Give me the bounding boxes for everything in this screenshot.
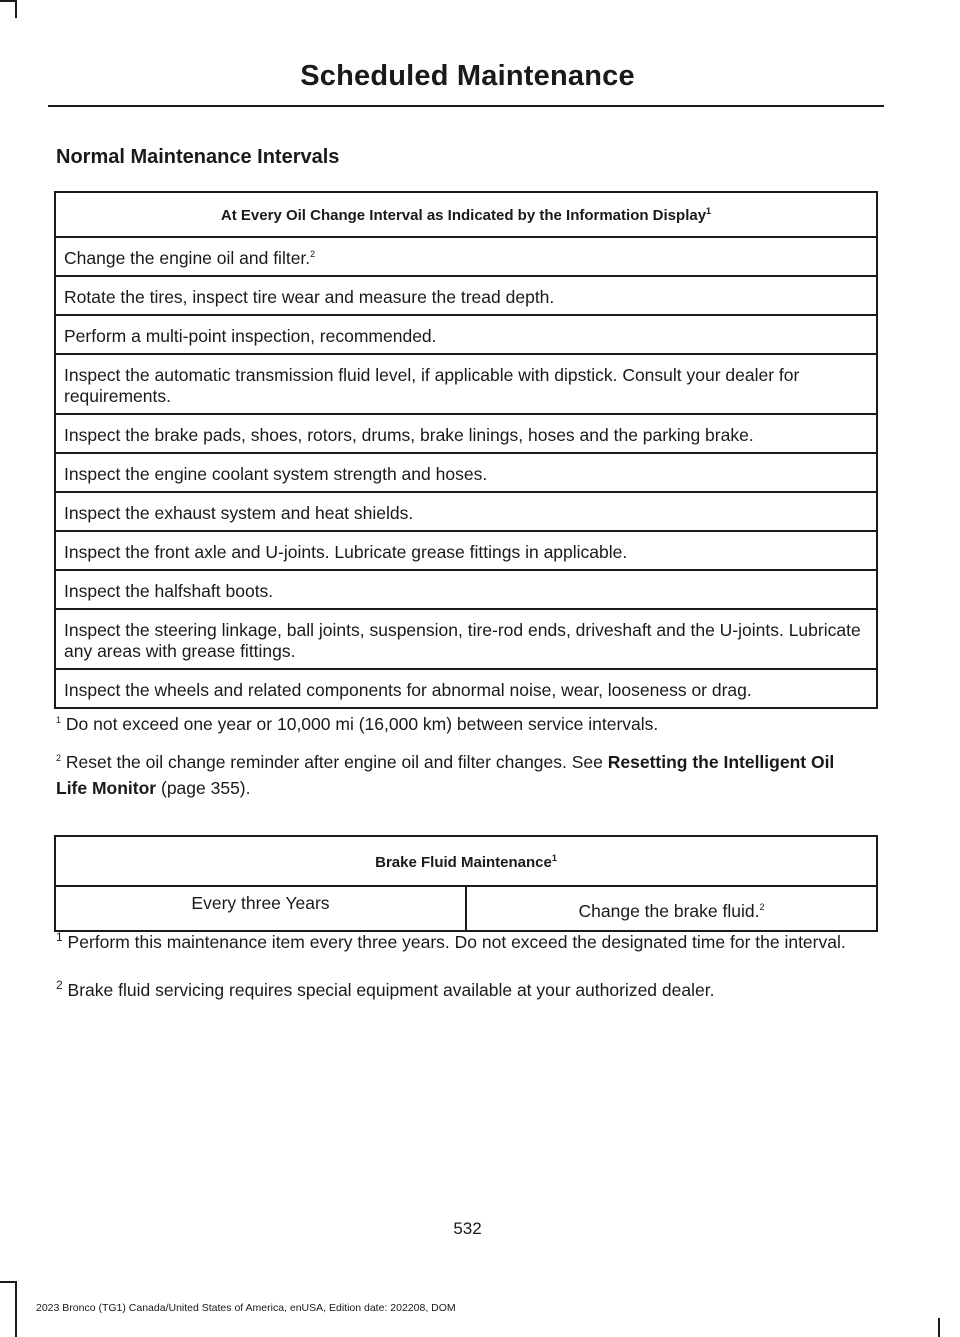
maintenance-item-cell: Inspect the steering linkage, ball joints, suspension, tire-rod ends, driveshaft and the U-joints. Lubricate any areas with grease fittings. <box>55 609 877 669</box>
crop-mark-top-left-vertical <box>15 0 17 18</box>
table-row <box>55 276 877 315</box>
maintenance-item-cell: Inspect the halfshaft boots. <box>55 570 877 609</box>
table-row <box>55 453 877 492</box>
table-row <box>55 609 877 669</box>
oil-table-footnote-1: $^1$ Do not exceed one year or 10,000 mi (16,000 km) between service intervals. <box>56 714 659 734</box>
brake-table-footnote-1: $^1$ Perform this maintenance item every three years. Do not exceed the designated time for the interval. <box>56 930 846 952</box>
table-row <box>55 354 877 414</box>
footnote-ref: 1 <box>706 206 712 216</box>
maintenance-item-cell: Inspect the automatic transmission fluid level, if applicable with dipstick. Consult your dealer for requirements. <box>55 354 877 414</box>
footnote-ref: 2 <box>310 249 316 260</box>
crop-mark-bottom-left-horizontal <box>0 1281 17 1283</box>
section-title: Normal Maintenance Intervals <box>56 146 340 168</box>
header-divider <box>48 105 884 107</box>
page-number: 532 <box>453 1219 482 1238</box>
oil-change-interval-table <box>54 191 878 709</box>
crop-mark-bottom-left <box>15 1281 17 1337</box>
table-row <box>55 669 877 708</box>
oil-table-footnote-2: $^2$ Reset the oil change reminder after engine oil and filter changes. See Resetting the Intelligent Oil Life Monitor (page 355). <box>56 752 835 798</box>
maintenance-item-cell: Change the engine oil and filter.$^2$ <box>55 237 877 276</box>
brake-table-header: Brake Fluid Maintenance$^1$ <box>55 836 877 886</box>
footnote-ref: 2 <box>759 902 765 913</box>
maintenance-item-cell: Inspect the exhaust system and heat shields. <box>55 492 877 531</box>
table-row <box>55 492 877 531</box>
table-row <box>55 531 877 570</box>
oil-table-header: At Every Oil Change Interval as Indicated by the Information Display$^1$ <box>55 192 877 237</box>
maintenance-item-cell: Inspect the brake pads, shoes, rotors, drums, brake linings, hoses and the parking brake. <box>55 414 877 453</box>
maintenance-item-cell: Rotate the tires, inspect tire wear and measure the tread depth. <box>55 276 877 315</box>
maintenance-item-cell: Inspect the engine coolant system strength and hoses. <box>55 453 877 492</box>
page-title: Scheduled Maintenance <box>300 60 635 92</box>
cross-reference-link[interactable]: Resetting the Intelligent Oil Life Monitor <box>56 752 835 798</box>
table-row <box>55 315 877 354</box>
table-row <box>55 237 877 276</box>
edition-info: 2023 Bronco (TG1) Canada/United States of America, enUSA, Edition date: 202208, DOM <box>36 1302 456 1314</box>
crop-mark-bottom-right <box>938 1318 940 1337</box>
table-row <box>55 414 877 453</box>
maintenance-item-cell: Inspect the wheels and related components for abnormal noise, wear, looseness or drag. <box>55 669 877 708</box>
footnote-ref: 1 <box>551 853 557 863</box>
table-row <box>55 570 877 609</box>
brake-fluid-maintenance-table <box>54 835 878 932</box>
brake-interval-cell: Every three Years <box>55 886 466 931</box>
maintenance-item-cell: Inspect the front axle and U-joints. Lubricate grease fittings in applicable. <box>55 531 877 570</box>
maintenance-item-cell: Perform a multi-point inspection, recommended. <box>55 315 877 354</box>
brake-table-footnote-2: $^2$ Brake fluid servicing requires special equipment available at your authorized dealer. <box>56 978 715 1000</box>
brake-action-cell: Change the brake fluid.$^2$ <box>466 886 877 931</box>
table-row <box>55 886 877 931</box>
